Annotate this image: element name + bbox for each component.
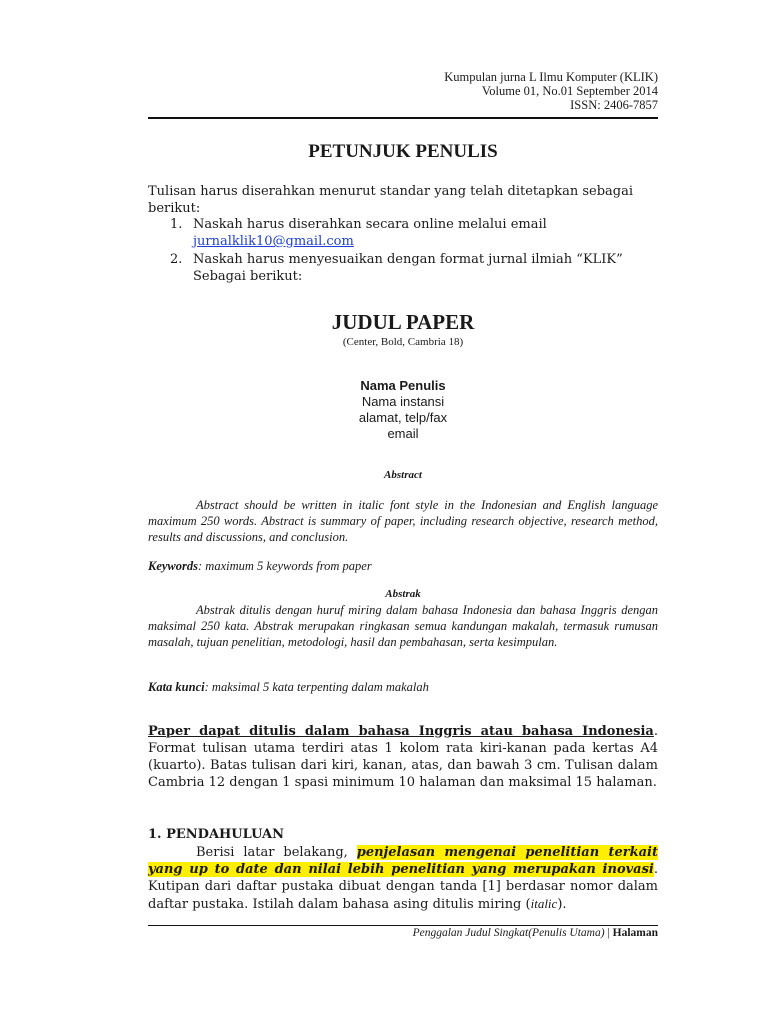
section-text-mid: . Kutipan dari daftar pustaka dibuat dengan tanda [1] berdasar nomor dalam daftar pustaka. Istilah dalam bahasa asing ditulis miring ( <box>148 862 658 912</box>
email-link[interactable]: jurnalklik10@gmail.com <box>193 234 354 249</box>
page-number-label: Halaman <box>612 927 658 939</box>
keywords-line <box>148 558 658 575</box>
section-heading: 1. PENDAHULUAN <box>148 827 284 842</box>
header-rule <box>148 117 658 119</box>
kata-kunci-line <box>148 679 658 696</box>
paper-title: JUDUL PAPER <box>331 310 475 334</box>
page-footer <box>413 927 658 939</box>
journal-name: Kumpulan jurna L Ilmu Komputer (KLIK) <box>444 70 658 84</box>
footer-rule <box>148 925 658 926</box>
list-number-1: 1. <box>170 217 183 232</box>
list-item-2-text2: Sebagai berikut: <box>193 269 303 284</box>
abstrak-heading: Abstrak <box>385 588 421 600</box>
keywords-label: Keywords <box>148 559 198 573</box>
list-item-1 <box>193 216 658 250</box>
abstract-heading: Abstract <box>384 469 422 481</box>
journal-issn: ISSN: 2406-7857 <box>570 98 658 112</box>
section-text-start: Berisi latar belakang, <box>196 845 357 860</box>
abstrak-body: Abstrak ditulis dengan huruf miring dalam bahasa Indonesia dan bahasa Inggris dengan maksimal 250 kata. Abstrak merupakan ringkasan semua kandungan makalah, termasuk rumusan masalah, tujuan penelitian, metodologi, hasil dan pembahasan, serta kesimpulan. <box>148 603 658 649</box>
abstract-body: Abstract should be written in italic font style in the Indonesian and English language maximum 250 words. Abstract is summary of paper, including research objective, research method, results and discussions, and conclusion. <box>148 498 658 544</box>
section-highlight: penjelasan mengenai penelitian terkait yang up to date dan nilai lebih penelitian yang merupakan inovasi <box>148 845 658 877</box>
section-paragraph <box>148 844 658 913</box>
list-item-2-text: Naskah harus menyesuaikan dengan format jurnal ilmiah “KLIK” <box>193 252 623 267</box>
author-block <box>148 378 658 442</box>
kata-kunci-label: Kata kunci <box>148 680 205 694</box>
list-item-1-text: Naskah harus diserahkan secara online melalui email <box>193 217 547 232</box>
keywords-text: : maximum 5 keywords from paper <box>198 559 372 573</box>
author-institution: Nama instansi <box>361 394 445 409</box>
journal-volume: Volume 01, No.01 September 2014 <box>481 84 658 98</box>
kata-kunci-text: : maksimal 5 kata terpenting dalam makalah <box>204 680 429 694</box>
list-item-2 <box>193 251 658 285</box>
intro-text: Tulisan harus diserahkan menurut standar yang telah ditetapkan sebagai berikut: <box>148 184 634 216</box>
format-paragraph <box>148 723 658 791</box>
section-text-end: ). <box>557 897 567 912</box>
format-lead: Paper dapat ditulis dalam bahasa Inggris atau bahasa Indonesia <box>148 724 654 739</box>
page-title: PETUNJUK PENULIS <box>308 141 498 162</box>
section-italic-term: italic <box>530 896 558 911</box>
author-address: alamat, telp/fax <box>358 410 448 425</box>
journal-header <box>444 70 658 112</box>
running-title: Penggalan Judul Singkat(Penulis Utama) <box>412 927 605 939</box>
footer-separator: | <box>607 927 610 939</box>
paper-title-note: (Center, Bold, Cambria 18) <box>342 336 464 348</box>
list-number-2: 2. <box>170 252 183 267</box>
format-rest: . Format tulisan utama terdiri atas 1 kolom rata kiri-kanan pada kertas A4 (kuarto). Batas tulisan dari kiri, kanan, atas, dan bawah 3 cm. Tulisan dalam Cambria 12 dengan 1 spasi minimum 10 halaman dan maksimal 15 halaman. <box>148 724 658 790</box>
author-email: email <box>387 426 419 441</box>
author-name: Nama Penulis <box>360 378 446 393</box>
